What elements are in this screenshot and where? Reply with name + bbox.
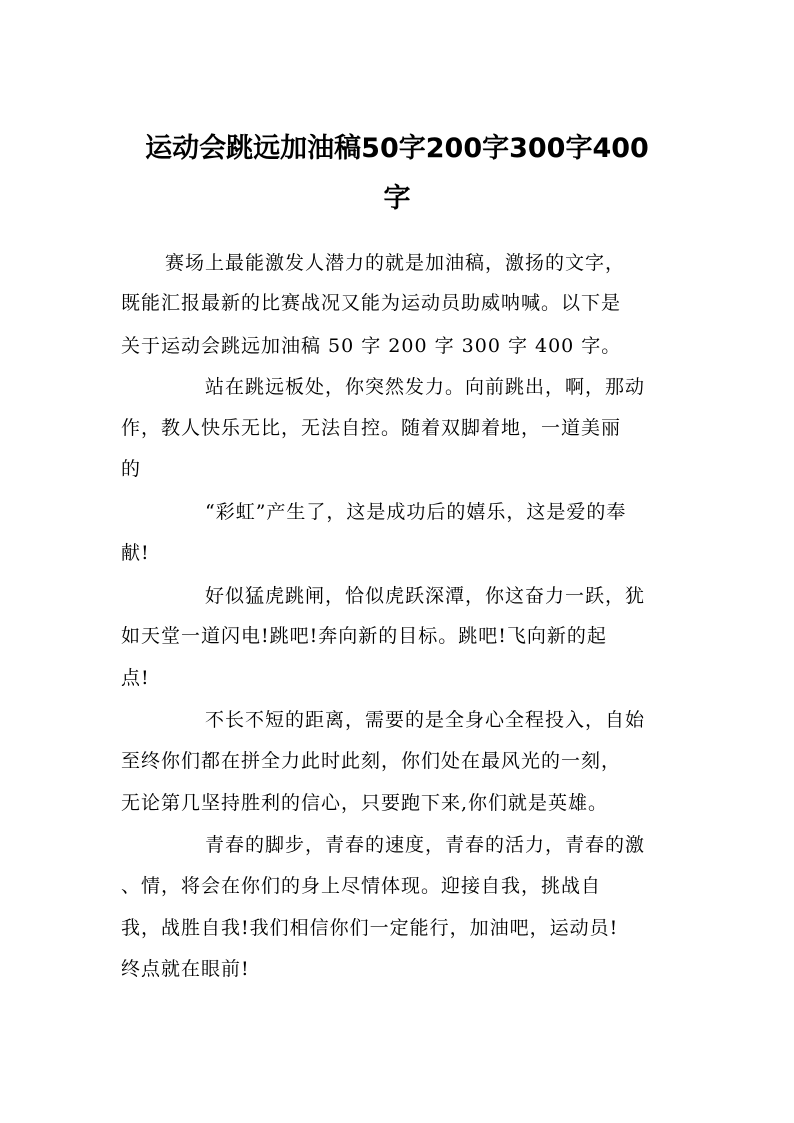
text-line: “彩虹”产生了，这是成功后的嬉乐，这是爱的奉 <box>205 501 627 523</box>
document-title <box>100 124 694 224</box>
text-line: 如天堂一道闪电!跳吧!奔向新的目标。跳吧!飞向新的起 <box>121 625 607 647</box>
text-line: 献! <box>121 542 150 564</box>
text-line: 点! <box>121 667 150 689</box>
text-line: 不长不短的距离，需要的是全身心全程投入，自始 <box>205 709 646 731</box>
text-line: 我，战胜自我!我们相信你们一定能行，加油吧，运动员! <box>121 917 619 939</box>
text-line: 既能汇报最新的比赛战况又能为运动员助威呐喊。以下是 <box>121 292 622 314</box>
text-line: 、情，将会在你们的身上尽情体现。迎接自我，挑战自 <box>121 875 602 897</box>
text-line: 赛场上最能激发人潜力的就是加油稿，激扬的文字， <box>165 252 626 274</box>
text-line: 青春的脚步，青春的速度，青春的活力，青春的激 <box>205 834 646 856</box>
text-line: 终点就在眼前! <box>121 958 250 980</box>
text-line: 好似猛虎跳闸，恰似虎跃深潭，你这奋力一跃，犹 <box>205 585 646 607</box>
text-line: 作，教人快乐无比，无法自控。随着双脚着地，一道美丽 <box>121 417 622 439</box>
text-line: 至终你们都在拼全力此时此刻，你们处在最风光的一刻， <box>121 750 622 772</box>
title-line-1: 运动会跳远加油稿50字200字300字400 <box>145 133 649 164</box>
text-line: 关于运动会跳远加油稿 50 字 200 字 300 字 400 字。 <box>121 335 622 357</box>
title-line-2: 字 <box>383 183 411 214</box>
text-line: 站在跳远板处，你突然发力。向前跳出，啊，那动 <box>205 376 646 398</box>
text-line: 无论第几坚持胜利的信心，只要跑下来,你们就是英雄。 <box>121 792 609 814</box>
text-line: 的 <box>121 458 142 480</box>
